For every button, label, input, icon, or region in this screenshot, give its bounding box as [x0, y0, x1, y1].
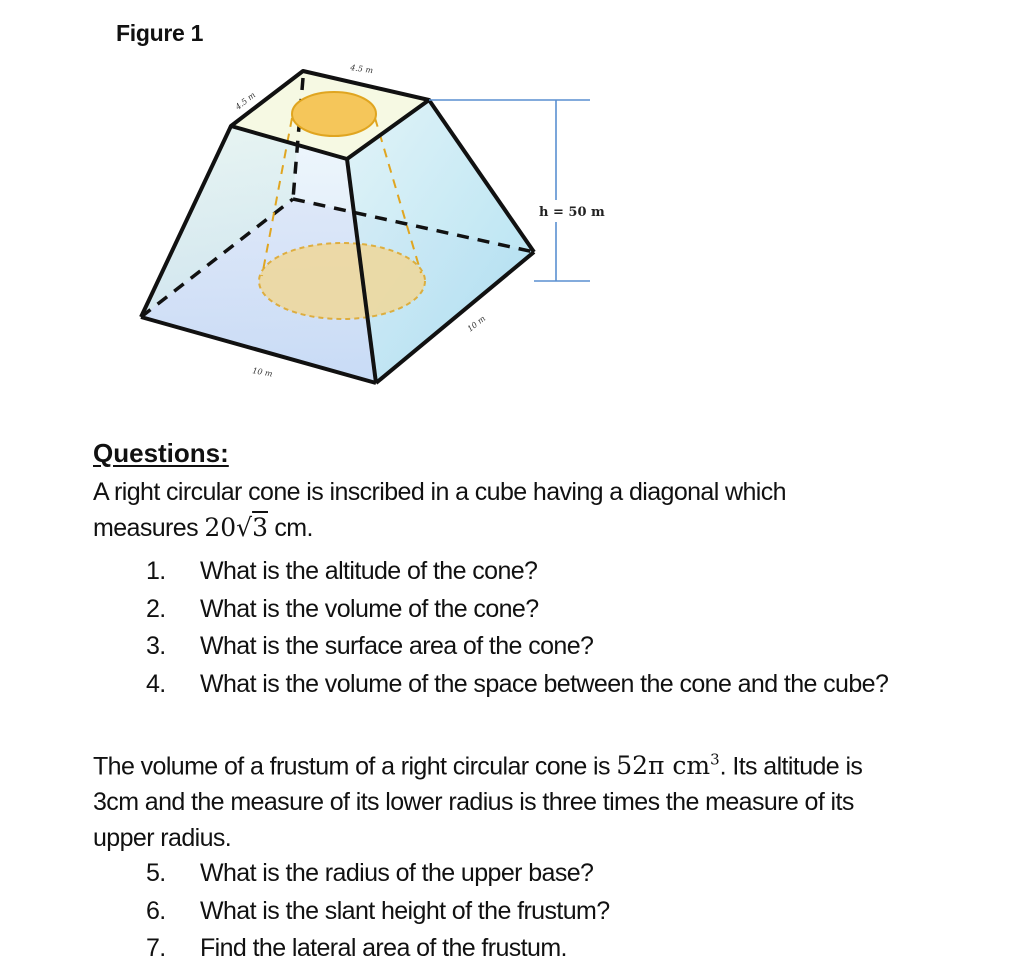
frustum-figure [0, 0, 1024, 430]
list-item: 6. What is the slant height of the frustum? [146, 896, 610, 925]
intro-line-1: A right circular cone is inscribed in a cube having a diagonal which [93, 478, 786, 506]
frustum-line-3: upper radius. [93, 824, 232, 853]
questions-heading: Questions: [93, 438, 229, 468]
label-top-right-edge: 4.5 m [349, 63, 374, 76]
lower-ellipse [259, 243, 425, 319]
list-item: 5. What is the radius of the upper base? [146, 859, 594, 887]
upper-ellipse [292, 92, 376, 136]
diagonal-value: 20√3 [204, 513, 268, 542]
list-item: 1. What is the altitude of the cone? [146, 557, 538, 585]
label-top-left-edge: 4.5 m [233, 90, 258, 112]
frustum-line-2: 3cm and the measure of its lower radius is three times the measure of its [93, 788, 854, 817]
intro-measures: measures [93, 514, 198, 542]
label-height: h = 50 m [539, 205, 605, 220]
right-face [347, 100, 534, 383]
intro-unit: cm. [274, 514, 313, 542]
label-bottom-right-edge: 10 m [465, 313, 488, 334]
intro-line-2 [93, 510, 786, 546]
question-list-1 [146, 553, 888, 703]
list-item: 2. What is the volume of the cone? [146, 594, 539, 623]
cone-intro [93, 474, 786, 546]
list-item: 7. Find the lateral area of the frustum. [146, 934, 567, 962]
frustum-volume: 52π $cm^3$ [616, 751, 720, 781]
list-item: 3. What is the surface area of the cone? [146, 632, 594, 660]
frustum-paragraph [93, 742, 862, 856]
label-bottom-front-edge: 10 m [251, 366, 274, 379]
question-list-2 [146, 855, 610, 968]
list-item: 4. What is the volume of the space between the cone and the cube? [146, 669, 889, 698]
frustum-line-1: The volume of a frustum of a right circular cone is 52π $cm^3$. Its altitude is [93, 751, 863, 781]
figure-title: Figure 1 [116, 20, 204, 46]
